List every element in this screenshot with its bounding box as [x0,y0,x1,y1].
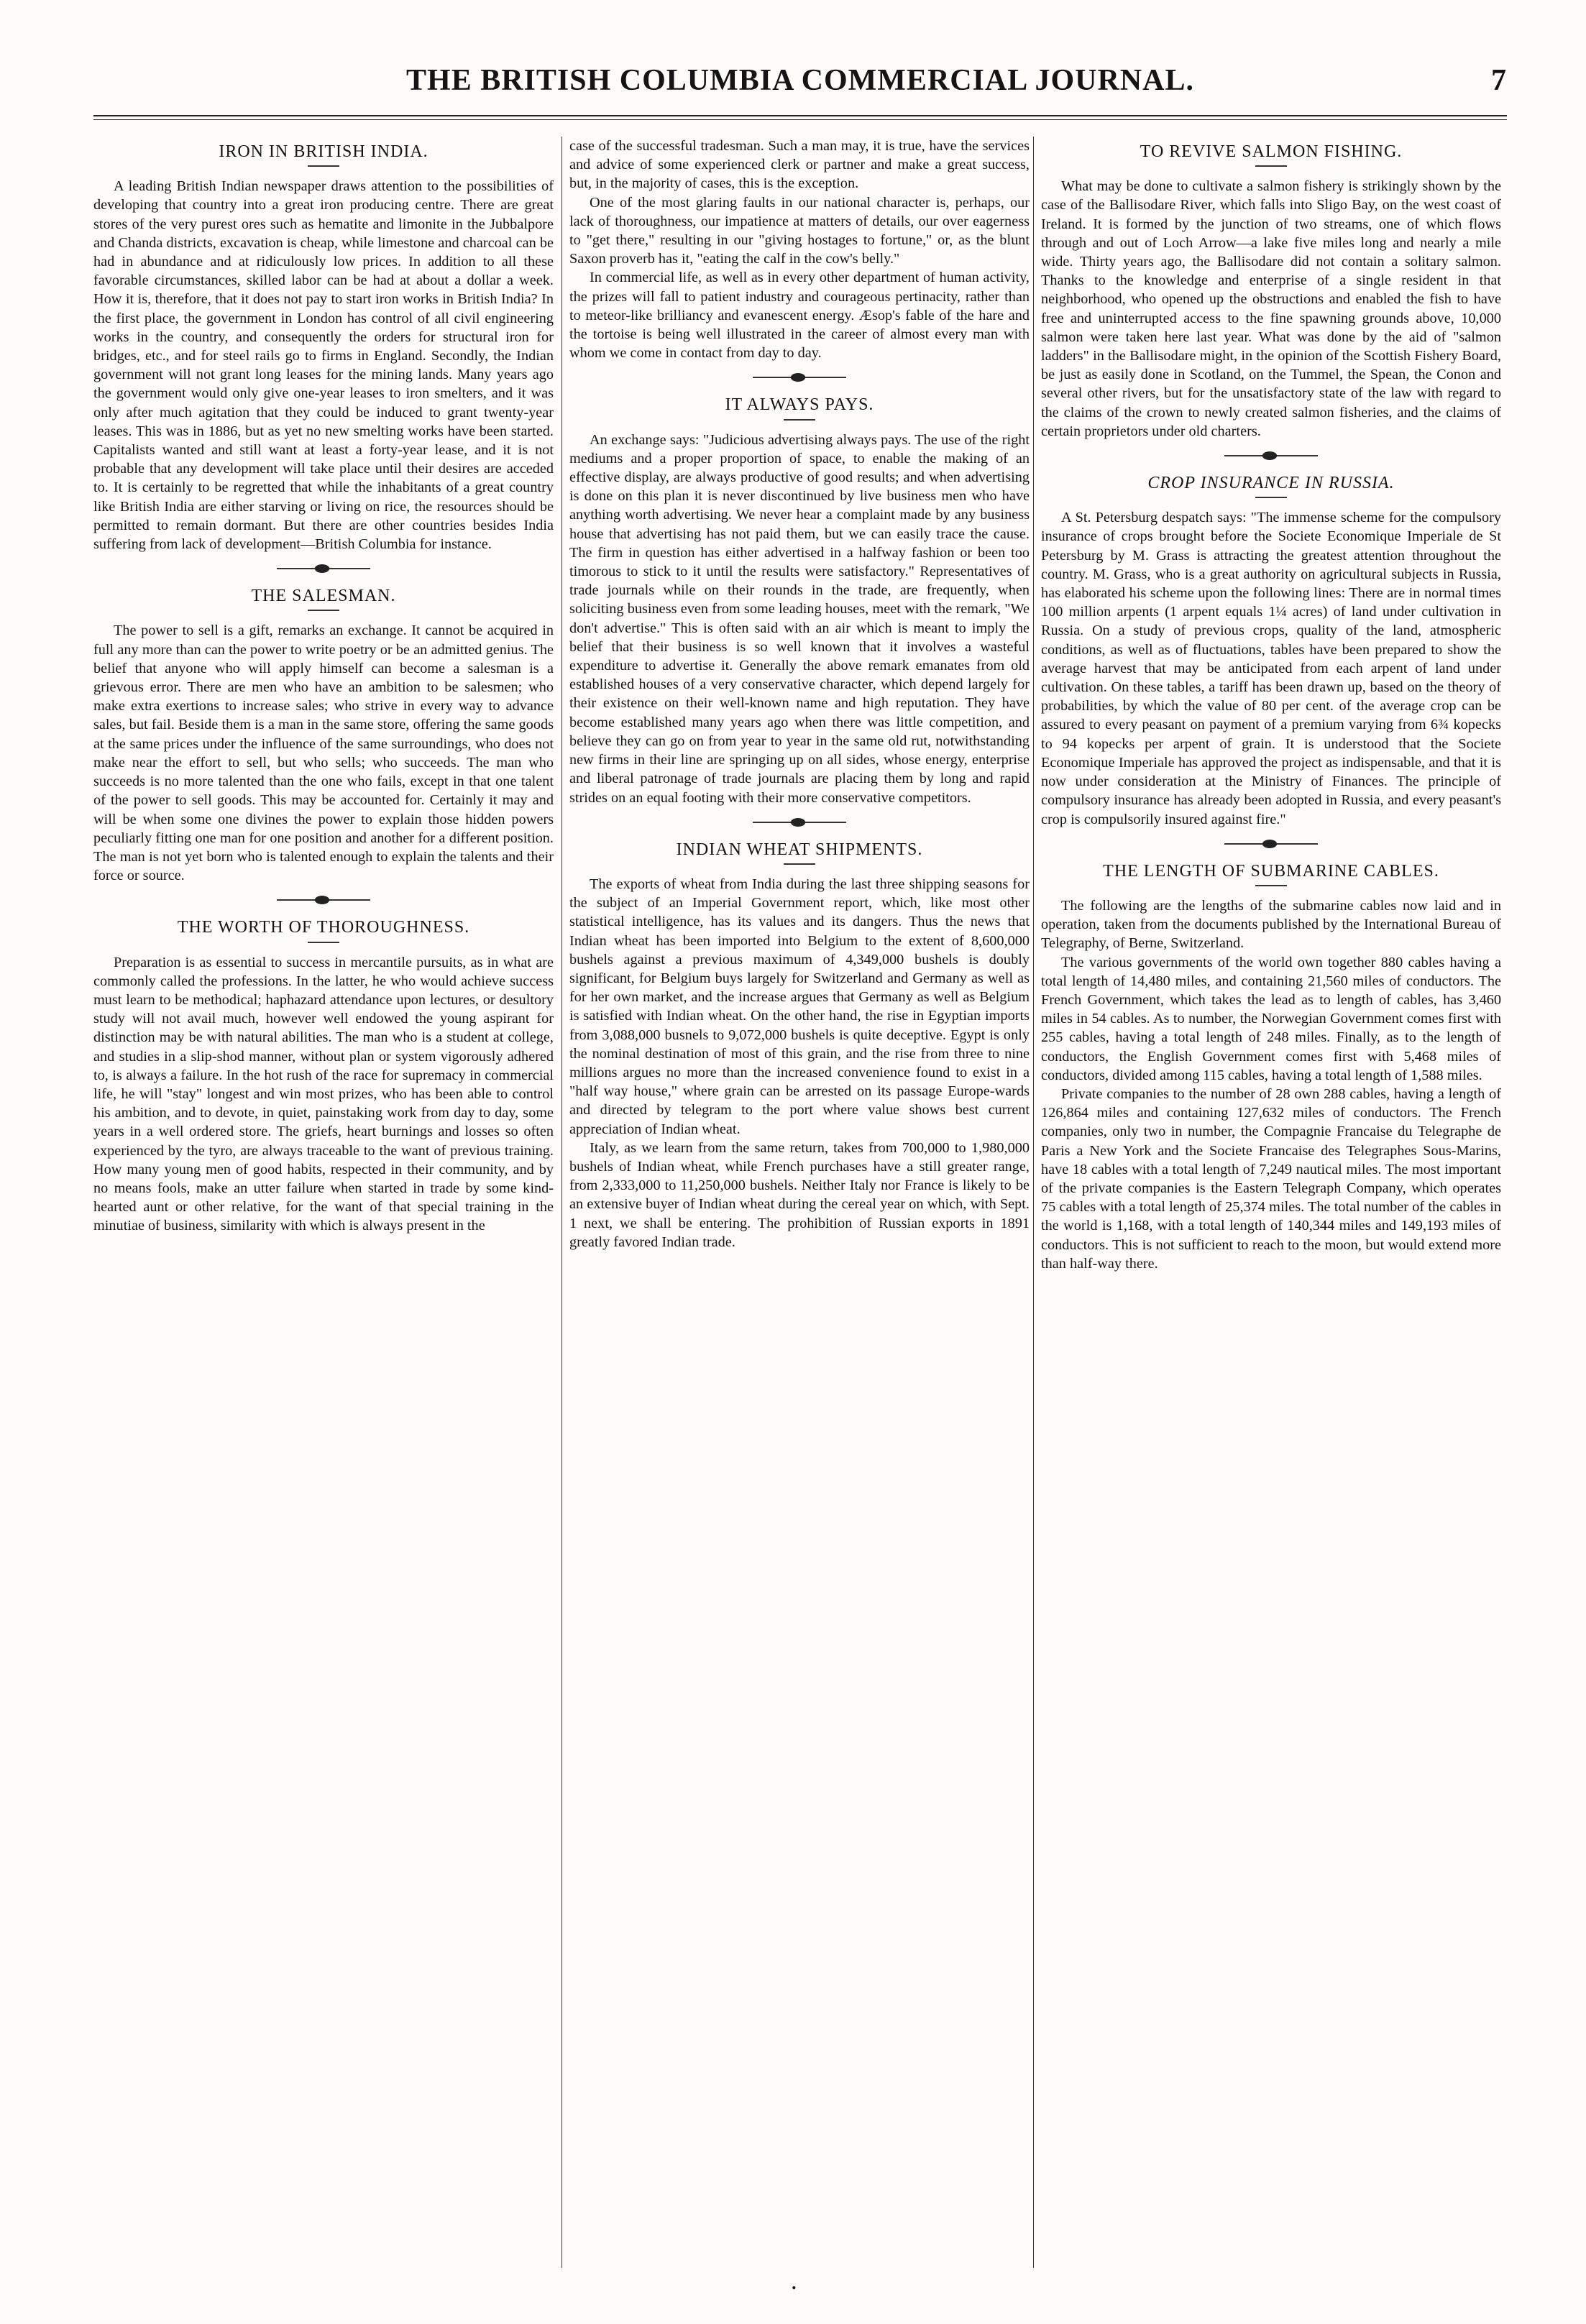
article-separator [753,822,846,823]
article-paragraph: Italy, as we learn from the same return, takes from 700,000 to 1,980,000 bushels of Indian wheat, while French purchases have a still greater range, from 2,333,000 to 11,250,000 bushels. Neither Italy nor France is likely to be an extensive buyer of Indian wheat during the cereal year on which, with Sept. 1 next, we shall be entering. The prohibition of Russian exports in 1891 greatly favored Indian trade. [569,1139,1030,1250]
article-headline: THE SALESMAN. [251,587,396,606]
masthead-rule [93,115,1507,116]
footer-mark: · [791,2277,797,2298]
article-separator [753,377,846,378]
article-paragraph: case of the successful tradesman. Such a man may, it is true, have the services and advice of some experienced clerk or partner and make a great success, but, in the majority of cases, this is the exception. [569,138,1030,192]
column-divider [1033,137,1034,2268]
column-2 [569,137,1030,2268]
article-paragraph: The exports of wheat from India during the last three shipping seasons for the subject of an Imperial Government report, which, like most other statistical intelligence, has its values and its dangers. Thus the news that Indian wheat has been imported into Belgium to the extent of 8,600,000 bushels against a previous maximum of 4,349,000 bushels is doubly significant, for Belgium buys largely for Switzerland and Germany as well as for her own market, and the increase argues that Germany as well as Belgium is satisfied with Indian wheat. On the other hand, the rise in Egyptian imports from 3,088,000 busnels to 9,072,000 bushels is quite deceptive. Egypt is only the nominal destination of most of this grain, and the rise from three to nine millions argues no more than the increased convenience found to exist in a "half way house," where grain can be arrested on its passage Europe-wards and directed by telegram to the port where value shows best current appreciation of Indian wheat. [569,876,1030,1137]
article-paragraph: A leading British Indian newspaper draws attention to the possibilities of developing that country into a great iron producing centre. There are great stores of the very purest ores such as hematite and limonite in the Jubbalpore and Chanda districts, excavation is cheap, while limestone and charcoal can be had in abundance and at ridiculously low prices. In addition to all these favorable circumstances, skilled labor can be had at about a dollar a week. How it is, therefore, that it does not pay to start iron works in British India? In the first place, the government in London has control of all civil engineering works in the country, and consequently the orders for structural iron for bridges, etc., and for steel rails go to firms in England. Secondly, the Indian government will not grant long leases for the mining lands. Many years ago the government would only give one-year leases to iron smelters, and it was only after much agitation that they could be induced to grant twenty-year leases. This was in 1886, but as yet no new smelting works have been started. Capitalists wanted and still want at least a forty-year lease, and it is not probable that any development will take place until their desires are acceded to. It is certainly to be regretted that while the inhabitants of a great country like British India are either starving or living on rice, the resources should be permitted to remain dormant. But there are other countries besides India suffering from lack of development—British Columbia for instance. [93,178,554,553]
article-headline: CROP INSURANCE IN RUSSIA. [1147,474,1395,493]
article-paragraph: Private companies to the number of 28 own 288 cables, having a length of 126,864 miles and containing 127,632 miles of conductors. The French companies, only two in number, the Compagnie Francaise du Telegraphe de Paris a New York and the Societe Francaise des Telegraphes Sous-Marins, have 18 cables with a total length of 7,249 nautical miles. The most important of the private companies is the Eastern Telegraph Company, which operates 75 cables with a total length of 25,374 miles. The total number of the cables in the world is 1,168, with a total length of 140,344 miles and 149,193 miles of conductors. This is not sufficient to reach to the moon, but would extend more than half-way there. [1041,1085,1501,1272]
article-headline: TO REVIVE SALMON FISHING. [1140,142,1403,161]
article-paragraph: The power to sell is a gift, remarks an exchange. It cannot be acquired in full any more than can the power to write poetry or be an admitted genius. The belief that anyone who will apply himself can become a salesman is a grievous error. There are men who have an ambition to be salesmen; who make extra exertions to increase sales; who strive in every way to advance sales, but fail. Beside them is a man in the same store, offering the same goods at the same prices under the influence of the same surroundings, who does not make near the effort to sell, but who sells; who succeeds. The man who succeeds is no more talented than the one who fails, except in that one talent of the power to sell goods. This may be accounted for. Certainly it may and will be when some one divines the power to explain those hidden powers peculiarly fitting one man for one position and another for a different position. The man is not yet born who is talented enough to explain the talents and their force or source. [93,623,554,884]
page-number: 7 [1491,64,1507,97]
article-paragraph: One of the most glaring faults in our national character is, perhaps, our lack of thoroughness, our impatience at matters of details, our over eagerness to "get there," resulting in our "giving hostages to fortune," or, as the blunt Saxon proverb has it, "eating the calf in the cow's belly." [569,194,1030,267]
article-separator [1224,843,1318,845]
column-1 [93,137,554,2268]
headline-dash [308,165,339,167]
column-3 [1041,137,1501,2268]
article-headline: THE WORTH OF THOROUGHNESS. [177,918,470,937]
journal-title: THE BRITISH COLUMBIA COMMERCIAL JOURNAL. [406,64,1194,97]
headline-dash [1255,497,1287,498]
headline-dash [784,863,815,865]
article-paragraph: What may be done to cultivate a salmon fishery is strikingly shown by the case of the Ballisodare River, which falls into Sligo Bay, on the west coast of Ireland. It is formed by the junction of two streams, one of which flows through and out of Loch Arrow—a lake five miles long and nearly a mile wide. Thirty years ago, the Ballisodare did not contain a solitary salmon. Thanks to the knowledge and enterprise of a single resident in that neighborhood, who opened up the obstructions and enabled the fish to have free and uninterrupted access to the fine spawning grounds above, 10,000 salmon were taken here last year. What was done by the aid of "salmon ladders" in the Ballisodare might, in the opinion of the Scottish Fishery Board, be just as easily done in Scotland, on the Tummel, the Spean, the Conon and several other rivers, but for the unsatisfactory state of the law with regard to the claims of the crown to newly created salmon fisheries, and the claims of certain proprietors under old charters. [1041,178,1501,439]
article-headline: INDIAN WHEAT SHIPMENTS. [676,840,923,859]
article-paragraph: A St. Petersburg despatch says: "The immense scheme for the compulsory insurance of crops brought before the Societe Economique Imperiale de St Petersburg by M. Grass is attracting the greatest attention throughout the country. M. Grass, who is a great authority on agricultural subjects in Russia, has elaborated his scheme upon the following lines: There are in normal times 100 million arpents (1 arpent equals 1¼ acres) of land under cultivation in Russia. On a study of previous crops, quality of the land, atmospheric conditions, as well as of fluctuations, tables have been prepared to show the average harvest that may be anticipated from each arpent of land under cultivation. On these tables, a tariff has been drawn up, based on the theory of probabilities, by which the value of 80 per cent. of the average crop can be assured to every peasant on payment of a premium varying from 6¾ kopecks to 94 kopecks per arpent of grain. It is understood that the Societe Economique Imperiale has approved the project as indispensable, and that it is now under consideration at the Ministry of Finances. The principle of compulsory insurance has already been adopted in Russia, and every peasant's crop is compulsorily insured against fire." [1041,510,1501,827]
headline-dash [784,419,815,421]
article-paragraph: In commercial life, as well as in every other department of human activity, the prizes will fall to patient industry and courageous pertinacity, rather than to meteor-like brilliancy and evanescent energy. Æsop's fable of the hare and the tortoise is being well illustrated in the career of almost every man with whom we come in contact from day to day. [569,270,1030,362]
headline-dash [308,942,339,943]
headline-dash [308,610,339,611]
article-paragraph: The various governments of the world own together 880 cables having a total length of 14,480 miles, and containing 21,560 miles of conductors. The French Government, which takes the lead as to length of cables, has 3,460 miles in 54 cables. As to number, the Norwegian Government comes first with 255 cables, having a total length of 248 miles. Finally, as to the length of conductors, the English Government comes first with 5,468 miles of conductors, divided among 115 cables, having a total length of 1,588 miles. [1041,954,1501,1083]
article-paragraph: An exchange says: "Judicious advertising always pays. The use of the right mediums and a proper proportion of space, to enable the making of an effective display, are always productive of good results; and when advertising is done on this plan it is never discontinued by live business men who have anything worth advertising. We never hear a complaint made by any business house that advertising has not paid them, but we can easily trace the cause. The firm in question has either advertised in a halfway fashion or been too timorous to stick to it until the results were satisfactory." Representatives of trade journals while on their rounds in the trade, are frequently, when soliciting business even from some leading houses, meet with the remark, "We don't advertise." This is often said with an air which is meant to imply the belief that their business is so well known that it involves a wasteful expenditure to advertise it. Generally the above remark emanates from old established houses of a very conservative character, which depend largely for their existence on their well-known name and high reputation. They have become established many years ago when there was little competition, and believe they can go on from year to year in the same old rut, notwithstanding new firms in their line are springing up on all sides, whose energy, enterprise and liberal patronage of trade journals are placing them by long and rapid strides on an equal footing with their more conservative competitors. [569,431,1030,806]
article-paragraph: Preparation is as essential to success in mercantile pursuits, as in what are commonly called the professions. In the latter, he who would achieve success must learn to be methodical; haphazard attendance upon lectures, or desultory study will not avail much, however well endowed the young aspirant for distinction may be with natural abilities. The man who is a student at college, and studies in a slip-shod manner, without plan or system vigorously adhered to, is always a failure. In the hot rush of the race for supremacy in commercial life, he will "stay" longest and win most prizes, who has been able to control his ambition, and to devote, in quiet, painstaking work from day to day, some years in a well ordered store. The griefs, heart burnings and losses so often experienced by the tyro, are always traceable to the want of previous training. How many young men of good habits, respected in their community, and by no means fools, make an utter failure when started in trade by some kind-hearted aunt or other relative, for the want of that special training in the minutiae of business, similarity with which is always present in the [93,954,554,1234]
headline-dash [1255,885,1287,886]
article-separator [277,899,370,901]
article-separator [1224,455,1318,456]
headline-dash [1255,165,1287,167]
masthead [93,63,1507,108]
article-headline: IRON IN BRITISH INDIA. [219,142,428,161]
article-headline: IT ALWAYS PAYS. [725,395,874,415]
article-headline: THE LENGTH OF SUBMARINE CABLES. [1103,861,1439,881]
article-paragraph: The following are the lengths of the submarine cables now laid and in operation, taken from the documents published by the International Bureau of Telegraphy, of Berne, Switzerland. [1041,897,1501,952]
column-divider [561,137,562,2268]
masthead-rule-thin [93,119,1507,120]
article-separator [277,568,370,569]
